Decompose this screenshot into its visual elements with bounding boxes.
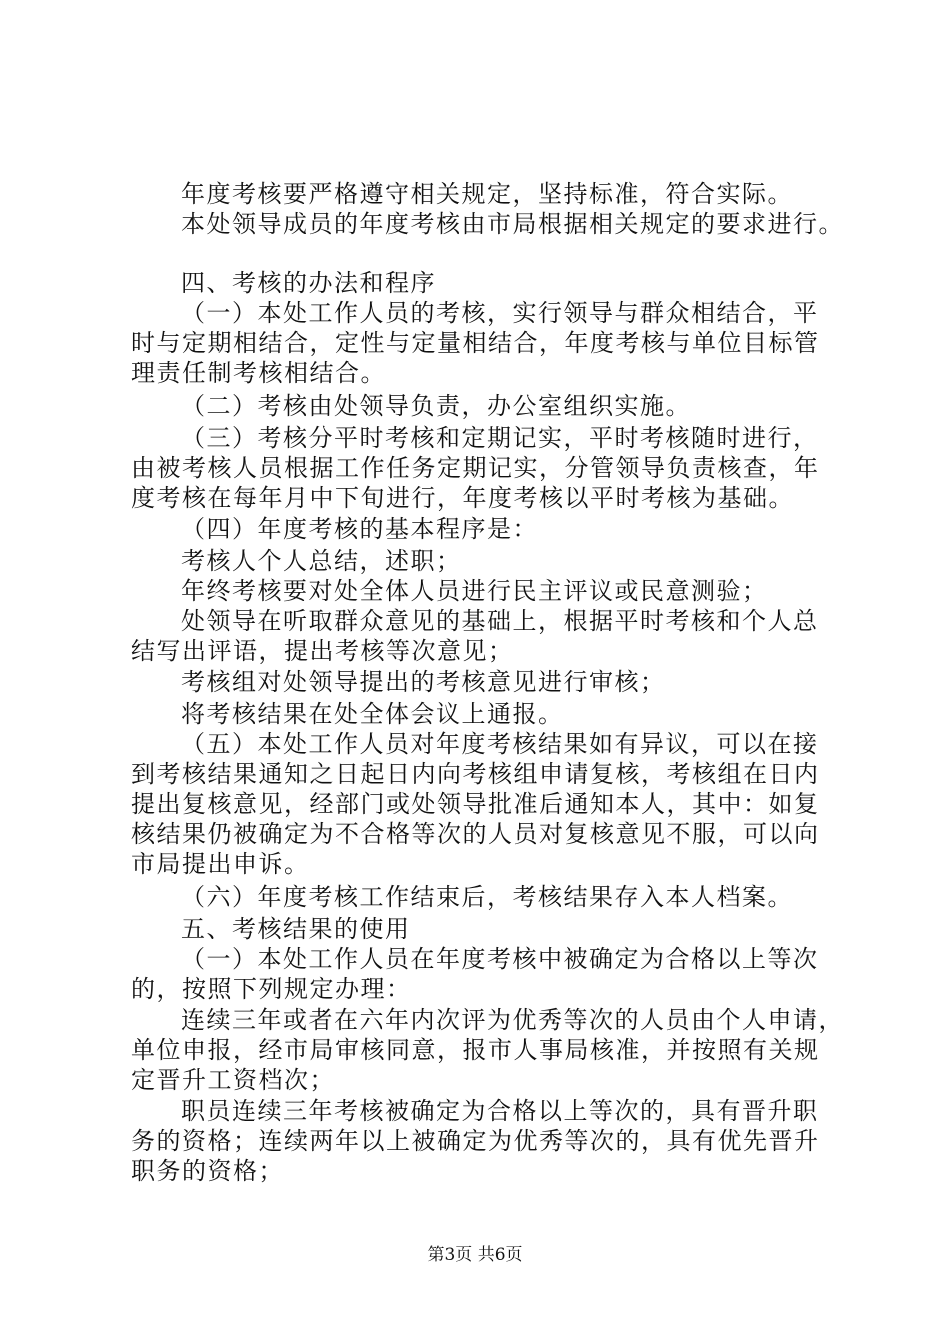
paragraph-line: （一）本处工作人员的考核，实行领导与群众相结合，平 <box>181 299 819 327</box>
paragraph-line: 到考核结果通知之日起日内向考核组申请复核，考核组在日内 <box>131 760 820 788</box>
paragraph-line: 核结果仍被确定为不合格等次的人员对复核意见不服，可以向 <box>131 820 820 848</box>
paragraph-line: 将考核结果在处全体会议上通报。 <box>181 700 564 728</box>
paragraph-line: 结写出评语，提出考核等次意见； <box>131 637 514 665</box>
paragraph-line: 本处领导成员的年度考核由市局根据相关规定的要求进行。 <box>181 210 844 238</box>
paragraph-line: （三）考核分平时考核和定期记实，平时考核随时进行， <box>181 424 819 452</box>
paragraph-line: （二）考核由处领导负责，办公室组织实施。 <box>181 392 691 420</box>
page-number-footer: 第3页 共6页 <box>427 1245 523 1265</box>
paragraph-line: 考核人个人总结，述职； <box>181 547 462 575</box>
paragraph-line: （五）本处工作人员对年度考核结果如有异议，可以在接 <box>181 730 819 758</box>
paragraph-line: 职务的资格； <box>131 1157 284 1185</box>
paragraph-line: 由被考核人员根据工作任务定期记实，分管领导负责核查，年 <box>131 454 820 482</box>
paragraph-line: 提出复核意见，经部门或处领导批准后通知本人，其中：如复 <box>131 790 820 818</box>
paragraph-line: （六）年度考核工作结束后，考核结果存入本人档案。 <box>181 883 793 911</box>
paragraph-line: 职员连续三年考核被确定为合格以上等次的，具有晋升职 <box>181 1097 819 1125</box>
paragraph-line: 的，按照下列规定办理： <box>131 975 412 1003</box>
section-heading: 四、考核的办法和程序 <box>181 269 436 297</box>
paragraph-line: （四）年度考核的基本程序是： <box>181 515 538 543</box>
paragraph-line: 单位申报，经市局审核同意，报市人事局核准，并按照有关规 <box>131 1036 820 1064</box>
paragraph-line: 考核组对处领导提出的考核意见进行审核； <box>181 668 666 696</box>
paragraph-line: 年度考核要严格遵守相关规定，坚持标准，符合实际。 <box>181 180 793 208</box>
paragraph-line: 时与定期相结合，定性与定量相结合，年度考核与单位目标管 <box>131 329 820 357</box>
paragraph-line: 年终考核要对处全体人员进行民主评议或民意测验； <box>181 577 768 605</box>
paragraph-line: 定晋升工资档次； <box>131 1066 335 1094</box>
paragraph-line: 度考核在每年月中下旬进行，年度考核以平时考核为基础。 <box>131 484 794 512</box>
paragraph-line: 务的资格；连续两年以上被确定为优秀等次的，具有优先晋升 <box>131 1127 820 1155</box>
paragraph-line: 处领导在听取群众意见的基础上，根据平时考核和个人总 <box>181 607 819 635</box>
paragraph-line: （一）本处工作人员在年度考核中被确定为合格以上等次 <box>181 945 819 973</box>
paragraph-line: 理责任制考核相结合。 <box>131 359 386 387</box>
paragraph-line: 市局提出申诉。 <box>131 850 310 878</box>
paragraph-line: 连续三年或者在六年内次评为优秀等次的人员由个人申请， <box>181 1006 844 1034</box>
section-heading: 五、考核结果的使用 <box>181 915 411 943</box>
